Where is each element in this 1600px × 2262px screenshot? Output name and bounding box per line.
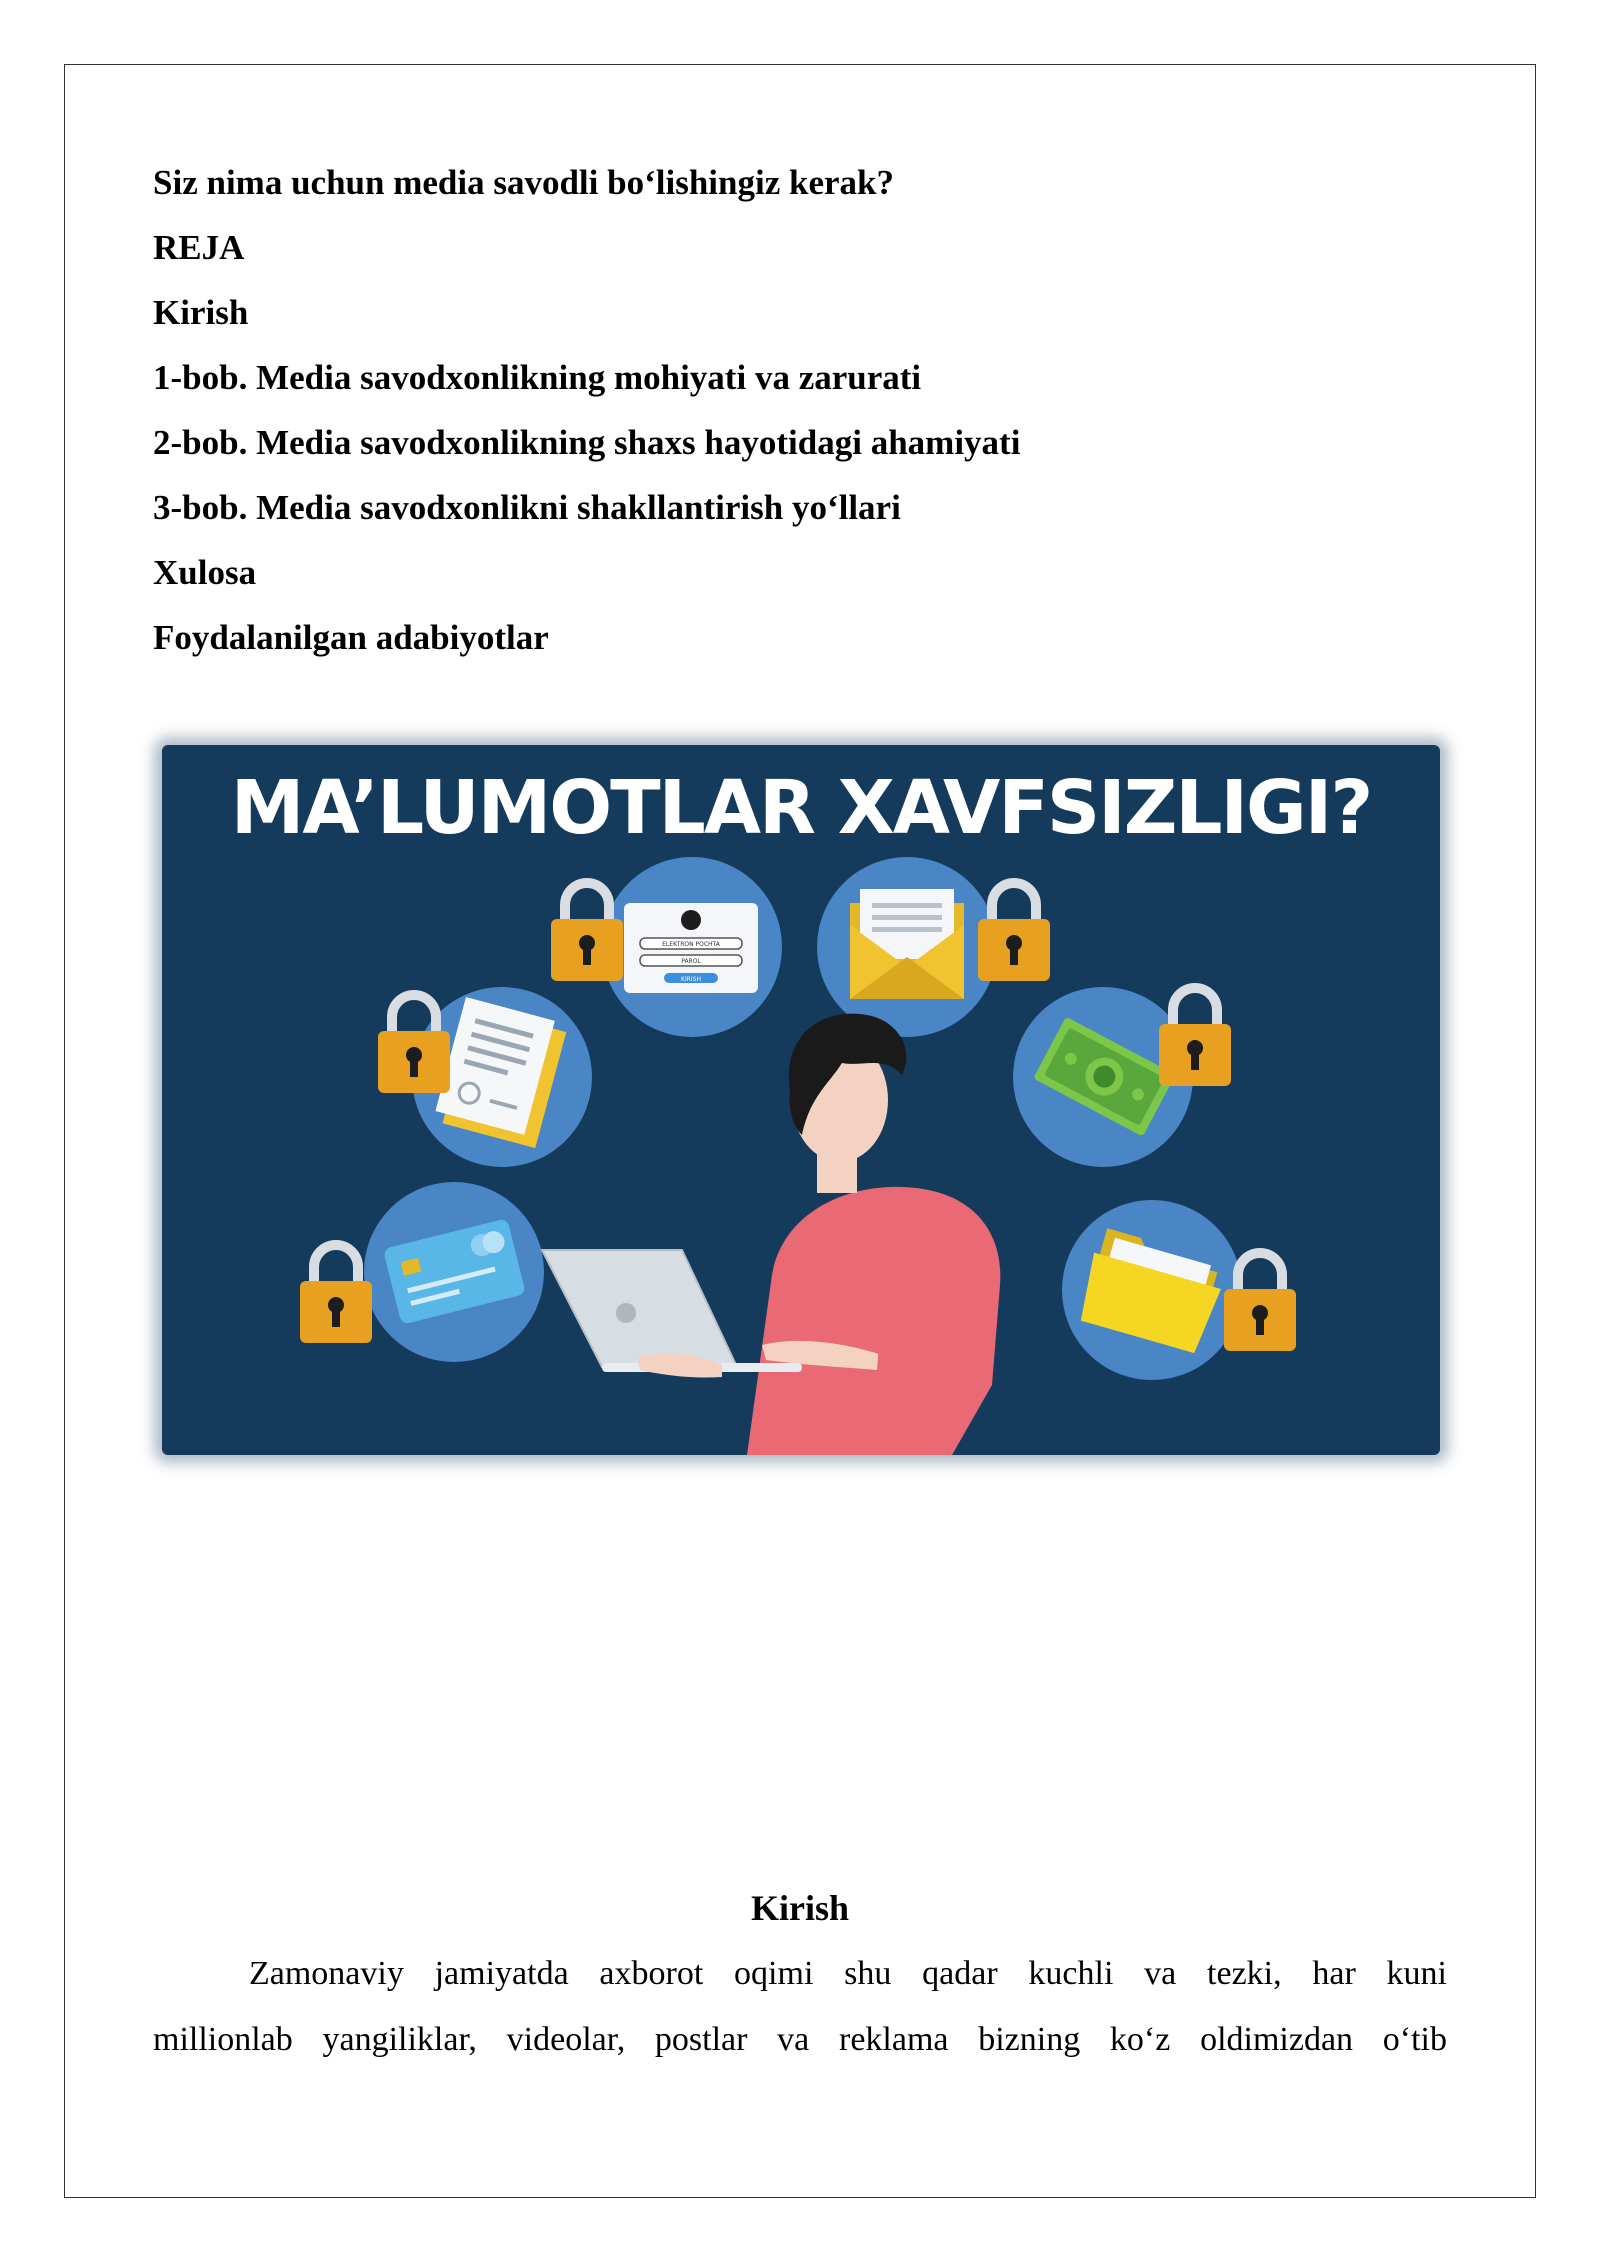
envelope-icon — [817, 857, 997, 1037]
lock-icon — [300, 1245, 372, 1343]
illustration-title: MA’LUMOTLAR XAVFSIZLIGI? — [230, 765, 1372, 851]
paragraph-line: millionlab yangiliklar, videolar, postlar va reklama bizning ko‘z oldimizdan o‘tib — [153, 2021, 1447, 2058]
toc-item-chapter-2: 2-bob. Media savodxonlikning shaxs hayotidagi ahamiyati — [153, 423, 1021, 462]
login-form-icon — [602, 857, 782, 1037]
document-title: Siz nima uchun media savodli bo‘lishingiz kerak? — [153, 163, 894, 202]
login-password-label: PAROL — [681, 958, 701, 965]
lock-icon — [378, 995, 450, 1093]
toc-item-conclusion: Xulosa — [153, 553, 257, 592]
toc-item-introduction: Kirish — [153, 293, 249, 332]
login-email-label: ELEKTRON POCHTA — [662, 941, 720, 948]
folder-icon — [1062, 1200, 1242, 1380]
toc-item-chapter-3: 3-bob. Media savodxonlikni shakllantirish yo‘llari — [153, 488, 901, 527]
table-of-contents — [153, 150, 1453, 670]
lock-icon — [978, 883, 1050, 981]
section-paragraph — [153, 1941, 1447, 2073]
person-with-laptop — [542, 1014, 1000, 1455]
toc-item-chapter-1: 1-bob. Media savodxonlikning mohiyati va zarurati — [153, 358, 922, 397]
lock-icon — [1224, 1253, 1296, 1351]
plan-heading: REJA — [153, 228, 245, 267]
login-button-label: KIRISH — [681, 976, 701, 983]
credit-card-icon — [364, 1182, 544, 1362]
paragraph-line: Zamonaviy jamiyatda axborot oqimi shu qadar kuchli va tezki, har kuni — [249, 1955, 1447, 1992]
data-security-illustration — [162, 745, 1440, 1455]
toc-item-references: Foydalanilgan adabiyotlar — [153, 618, 549, 657]
lock-icon — [1159, 988, 1231, 1086]
lock-icon — [551, 883, 623, 981]
section-heading: Kirish — [750, 1888, 849, 1928]
